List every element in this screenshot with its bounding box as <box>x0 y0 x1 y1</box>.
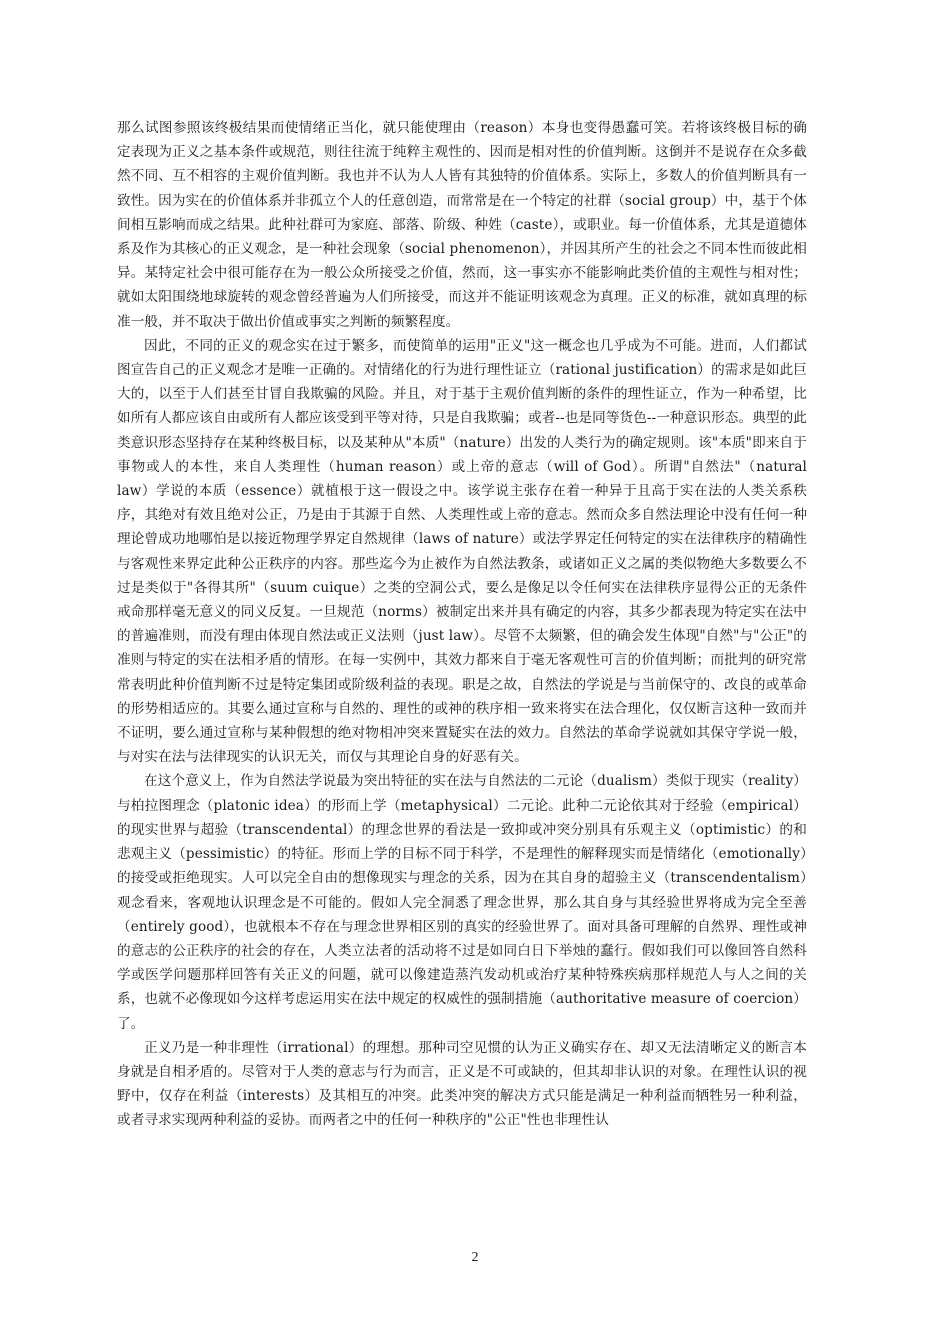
paragraph-1: 那么试图参照该终极结果而使情绪正当化，就只能使理由（reason）本身也变得愚蠢可笑。若将该终极目标的确定表现为正义之基本条件或规范，则往往流于纯粹主观性的、因而是相对性的价值判断。这倒并不是说存在众多截然不同、互不相容的主观价值判断。我也并不认为人人皆有其独特的价值体系。实际上，多数人的价值判断具有一致性。因为实在的价值体系并非孤立个人的任意创造，而常常是在一个特定的社群（social group）中，基于个体间相互影响而成之结果。此种社群可为家庭、部落、阶级、种姓（caste），或职业。每一价值体系，尤其是道德体系及作为其核心的正义观念，是一种社会现象（social phenomenon），并因其所产生的社会之不同本性而彼此相异。某特定社会中很可能存在为一般公众所接受之价值，然而，这一事实亦不能影响此类价值的主观性与相对性；就如太阳围绕地球旋转的观念曾经普遍为人们所接受，而这并不能证明该观念为真理。正义的标准，就如真理的标准一般，并不取决于做出价值或事实之判断的频繁程度。 <box>117 120 807 330</box>
paragraph-2: 因此，不同的正义的观念实在过于繁多，而使简单的运用"正义"这一概念也几乎成为不可能。进而，人们都试图宣告自己的正义观念才是唯一正确的。对情绪化的行为进行理性证立（rational justification）的需求是如此巨大的，以至于人们甚至甘冒自我欺骗的风险。并且，对于基于主观价值判断的条件的理性证立，作为一种希望，比如所有人都应该自由或所有人都应该受到平等对待，只是自我欺骗；或者--也是同等货色--一种意识形态。典型的此类意识形态坚持存在某种终极目标，以及某种从"本质"（nature）出发的人类行为的确定规则。该"本质"即来自于事物或人的本性，来自人类理性（human reason）或上帝的意志（will of God）。所谓"自然法"（natural law）学说的本质（essence）就植根于这一假设之中。该学说主张存在着一种异于且高于实在法的人类关系秩序，其绝对有效且绝对公正，乃是由于其源于自然、人类理性或上帝的意志。然而众多自然法理论中没有任何一种理论曾成功地哪怕是以接近物理学界定自然规律（laws of nature）或法学界定任何特定的实在法律秩序的精确性与客观性来界定此种公正秩序的内容。那些迄今为止被作为自然法教条，或诸如正义之属的类似物绝大多数要么不过是类似于"各得其所"（suum cuique）之类的空洞公式，要么是像足以令任何实在法律秩序显得公正的无条件戒命那样毫无意义的同义反复。一旦规范（norms）被制定出来并具有确定的内容，其多少都表现为特定实在法中的普遍准则，而没有理由体现自然法或正义法则（just law）。尽管不太频繁，但的确会发生体现"自然"与"公正"的准则与特定的实在法相矛盾的情形。在每一实例中，其效力都来自于毫无客观性可言的价值判断；而批判的研究常常表明此种价值判断不过是特定集团或阶级利益的表现。职是之故，自然法的学说是与当前保守的、改良的或革命的形势相适应的。其要么通过宣称与自然的、理性的或神的秩序相一致来将实在法合理化，仅仅断言这种一致而并不证明，要么通过宣称与某种假想的绝对物相冲突来置疑实在法的效力。自然法的革命学说就如其保守学说一般，与对实在法与法律现实的认识无关，而仅与其理论自身的好恶有关。 <box>117 337 807 766</box>
document-body <box>117 116 807 1133</box>
page-number: 2 <box>471 1250 479 1265</box>
paragraph-4: 正义乃是一种非理性（irrational）的理想。那种司空见惯的认为正义确实存在、却又无法清晰定义的断言本身就是自相矛盾的。尽管对于人类的意志与行为而言，正义是不可或缺的，但其却非认识的对象。在理性认识的视野中，仅存在利益（interests）及其相互的冲突。此类冲突的解决方式只能是满足一种利益而牺牲另一种利益，或者寻求实现两种利益的妥协。而两者之中的任何一种秩序的"公正"性也非理性认 <box>117 1039 807 1129</box>
paragraph-3: 在这个意义上，作为自然法学说最为突出特征的实在法与自然法的二元论（dualism）类似于现实（reality）与柏拉图理念（platonic idea）的形而上学（metaphysical）二元论。此种二元论依其对于经验（empirical）的现实世界与超验（transcendental）的理念世界的看法是一致抑或冲突分别具有乐观主义（optimistic）的和悲观主义（pessimistic）的特征。形而上学的目标不同于科学，不是理性的解释现实而是情绪化（emotionally）的接受或拒绝现实。人可以完全自由的想像现实与理念的关系，因为在其自身的超验主义（transcendentalism）观念看来，客观地认识理念是不可能的。假如人完全洞悉了理念世界，那么其自身与其经验世界将成为完全至善（entirely good），也就根本不存在与理念世界相区别的真实的经验世界了。面对具备可理解的自然界、理性或神的意志的公正秩序的社会的存在，人类立法者的活动将不过是如同白日下举烛的蠢行。假如我们可以像回答自然科学或医学问题那样回答有关正义的问题，就可以像建造蒸汽发动机或治疗某种特殊疾病那样规范人与人之间的关系，也就不必像现如今这样考虑运用实在法中规定的权威性的强制措施（authoritative measure of coercion）了。 <box>117 773 807 1032</box>
